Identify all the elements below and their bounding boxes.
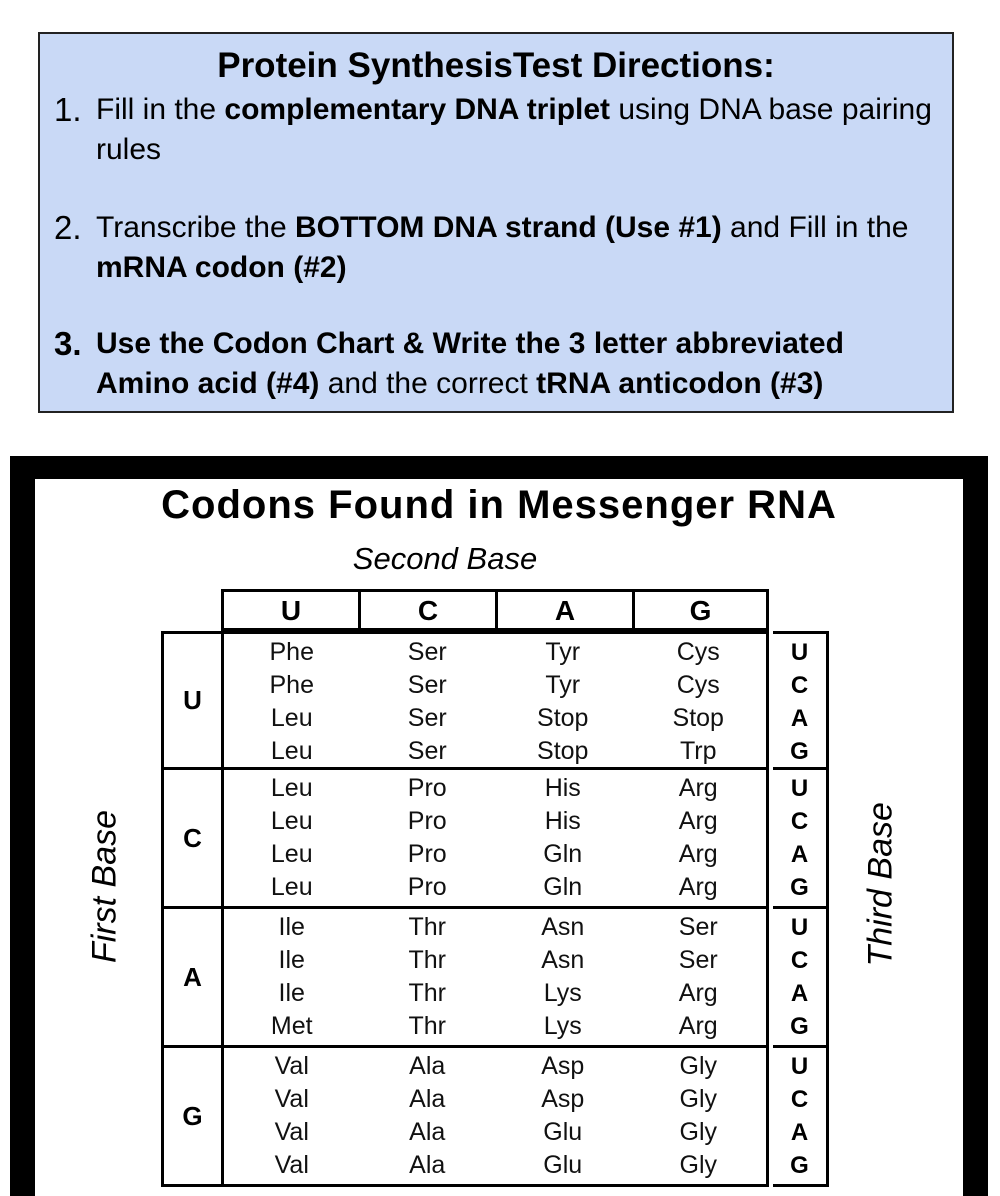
codon-row [224,669,766,702]
step-text-run: using DNA base pairing rules [96,93,932,166]
amino-acid-cell: Gly [679,1151,717,1179]
amino-acid-cell: Met [270,1012,313,1040]
amino-acid-cell: His [544,807,581,835]
amino-acid-cell: Glu [543,1151,583,1179]
first-base-cell: A [161,909,221,1048]
amino-acid-cell: Leu [270,774,313,802]
first-base-cell: C [161,770,221,909]
amino-acid-cell: Tyr [545,671,581,699]
third-base-letter: U [790,639,809,666]
third-base-letter: A [790,841,809,868]
third-base-letter: G [790,1152,809,1179]
second-base-header-row [221,589,769,631]
amino-acid-cell: Leu [270,737,313,765]
amino-acid-cell: Arg [678,873,718,901]
third-base-column [773,770,829,909]
third-base-letter: A [790,980,809,1007]
codon-row [224,977,766,1010]
step-text-run: and Fill in the [721,211,909,244]
step-text-run: Fill in the [96,93,225,126]
third-base-letter: C [790,672,809,699]
codon-grid [161,631,809,1187]
amino-acid-area [221,1048,769,1187]
codon-block [161,770,809,909]
step-text-bold: BOTTOM DNA strand (Use #1) [294,211,722,244]
amino-acid-cell: Asn [541,946,585,974]
amino-acid-cell: Arg [678,979,718,1007]
step-number: 2. [54,209,82,246]
codon-row [224,944,766,977]
codon-row [224,636,766,669]
codon-row [224,871,766,904]
amino-acid-cell: Pro [407,840,447,868]
step-text-run: and the correct [319,367,537,400]
third-base-letter: C [790,947,809,974]
codon-block [161,909,809,1048]
amino-acid-cell: Val [274,1118,309,1146]
second-base-header: U [221,589,358,631]
codon-chart [32,476,966,1196]
amino-acid-area [221,631,769,770]
third-base-letter: U [790,1053,809,1080]
amino-acid-cell: Leu [270,840,313,868]
codon-row [224,1116,766,1149]
direction-step-1 [54,90,942,170]
amino-acid-cell: Leu [270,807,313,835]
step-text-bold: Use the Codon Chart & Write the 3 letter abbreviated Amino acid (#4) [96,327,844,400]
third-base-letter: U [790,775,809,802]
codon-row [224,1010,766,1043]
codon-row [224,1050,766,1083]
codon-block [161,1048,809,1187]
amino-acid-area [221,909,769,1048]
amino-acid-cell: Ala [409,1151,446,1179]
direction-step-3 [54,324,942,404]
amino-acid-cell: Pro [407,774,447,802]
amino-acid-cell: Val [274,1151,309,1179]
amino-acid-cell: Ile [278,979,305,1007]
codon-row [224,1149,766,1182]
amino-acid-cell: Ser [407,704,447,732]
amino-acid-cell: Gly [679,1052,717,1080]
second-base-header: A [495,589,632,631]
directions-title: Protein SynthesisTest Directions: [217,46,775,85]
amino-acid-cell: Phe [269,638,314,666]
direction-step-2 [54,208,942,288]
amino-acid-cell: Asp [541,1052,585,1080]
amino-acid-cell: Lys [543,1012,582,1040]
first-base-cell: U [161,631,221,770]
amino-acid-cell: Ile [278,913,305,941]
third-base-letter: A [790,705,809,732]
amino-acid-area [221,770,769,909]
amino-acid-cell: Stop [537,737,589,765]
amino-acid-cell: Ile [278,946,305,974]
third-base-letter: G [790,1013,809,1040]
third-base-column [773,631,829,770]
third-base-letter: A [790,1119,809,1146]
amino-acid-cell: Arg [678,840,718,868]
amino-acid-cell: Arg [678,807,718,835]
amino-acid-cell: Asn [541,913,585,941]
amino-acid-cell: Ser [678,913,718,941]
amino-acid-cell: Ser [407,638,447,666]
amino-acid-cell: Stop [672,704,724,732]
directions-box [38,32,954,413]
codon-row [224,735,766,768]
first-base-cell: G [161,1048,221,1187]
step-text-bold: tRNA anticodon (#3) [536,367,824,400]
amino-acid-cell: Stop [537,704,589,732]
step-text-bold: mRNA codon (#2) [96,251,347,284]
amino-acid-cell: Lys [543,979,582,1007]
amino-acid-cell: Ala [409,1052,446,1080]
codon-row [224,805,766,838]
amino-acid-cell: Asp [541,1085,585,1113]
amino-acid-cell: Gln [543,840,583,868]
step-number: 3. [54,325,82,362]
third-base-letter: C [790,1086,809,1113]
amino-acid-cell: Leu [270,873,313,901]
third-base-label: Third Base [861,802,900,967]
amino-acid-cell: Thr [408,979,446,1007]
third-base-letter: U [790,914,809,941]
codon-row [224,772,766,805]
amino-acid-cell: Glu [543,1118,583,1146]
amino-acid-cell: Tyr [545,638,581,666]
amino-acid-cell: Arg [678,1012,718,1040]
second-base-label: Second Base [352,541,538,576]
codon-row [224,911,766,944]
amino-acid-cell: Val [274,1052,309,1080]
amino-acid-cell: Phe [269,671,314,699]
second-base-header: G [632,589,769,631]
step-text [96,324,942,404]
amino-acid-cell: Cys [676,671,720,699]
amino-acid-cell: Thr [408,1012,446,1040]
amino-acid-cell: Gly [679,1085,717,1113]
amino-acid-cell: His [544,774,581,802]
second-base-header: C [358,589,495,631]
third-base-column [773,909,829,1048]
amino-acid-cell: Cys [676,638,720,666]
amino-acid-cell: Ser [678,946,718,974]
step-text-bold: complementary DNA triplet [224,93,611,126]
codon-row [224,702,766,735]
amino-acid-cell: Ala [409,1085,446,1113]
step-text [96,208,942,288]
third-base-letter: G [790,874,809,901]
step-text [96,90,942,170]
amino-acid-cell: Ala [409,1118,446,1146]
amino-acid-cell: Ser [407,737,447,765]
codon-block [161,631,809,770]
first-base-label: First Base [85,809,124,964]
amino-acid-cell: Val [274,1085,309,1113]
amino-acid-cell: Thr [408,913,446,941]
amino-acid-cell: Arg [678,774,718,802]
third-base-column [773,1048,829,1187]
third-base-letter: C [790,808,809,835]
codon-row [224,1083,766,1116]
codon-row [224,838,766,871]
step-number: 1. [54,91,82,128]
third-base-letter: G [790,738,809,765]
amino-acid-cell: Pro [407,807,447,835]
chart-title: Codons Found in Messenger RNA [161,483,837,527]
amino-acid-cell: Ser [407,671,447,699]
amino-acid-cell: Gly [679,1118,717,1146]
amino-acid-cell: Thr [408,946,446,974]
step-text-run: Transcribe the [96,211,295,244]
amino-acid-cell: Trp [679,737,717,765]
amino-acid-cell: Leu [270,704,313,732]
amino-acid-cell: Gln [543,873,583,901]
amino-acid-cell: Pro [407,873,447,901]
codon-chart-frame [10,456,988,1196]
